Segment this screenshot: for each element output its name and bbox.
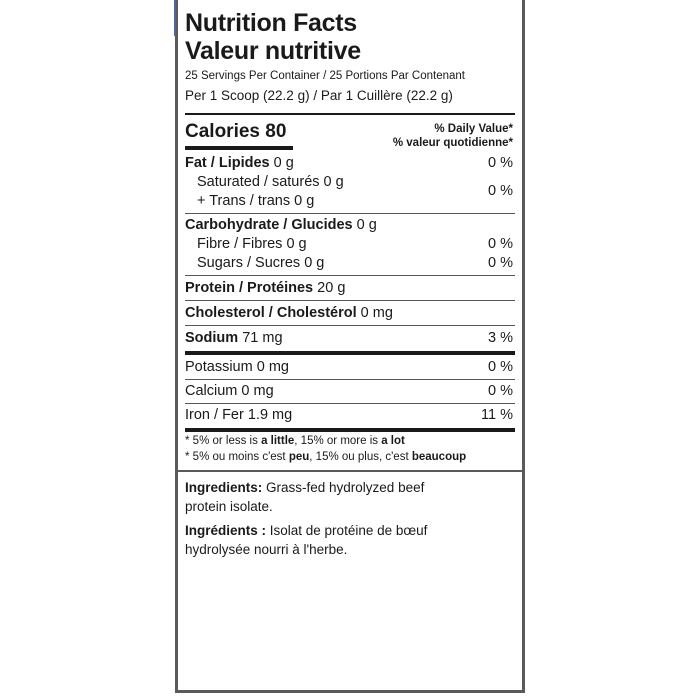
row-iron: Iron / Fer 1.9 mg 11 % [185, 407, 513, 423]
divider [185, 275, 515, 276]
divider [185, 213, 515, 214]
row-fibre: Fibre / Fibres 0 g [197, 236, 307, 252]
sugars-dv-row: 0 % [488, 255, 513, 271]
calories [185, 121, 286, 143]
serving-size: Per 1 Scoop (22.2 g) / Par 1 Cuillère (22.2 g) [185, 88, 453, 103]
title-en: Nutrition Facts [185, 9, 357, 37]
ingredients-fr: Ingrédients : Isolat de protéine de bœuf hydrolysée nourri à l'herbe. [185, 523, 428, 557]
thick-divider [185, 428, 515, 432]
divider [185, 379, 515, 380]
nutrition-facts-label [175, 0, 525, 693]
calories-value: 80 [265, 121, 287, 142]
divider [185, 300, 515, 301]
divider [185, 403, 515, 404]
row-carbohydrate: Carbohydrate / Glucides 0 g [185, 217, 377, 233]
divider [185, 113, 515, 115]
row-cholesterol: Cholesterol / Cholestérol 0 mg [185, 305, 393, 321]
calories-underline [185, 146, 293, 150]
footnote-fr: * 5% ou moins c'est peu, 15% ou plus, c'est beaucoup [185, 451, 467, 463]
calories-label: Calories [185, 121, 260, 142]
ingredients-en: Ingredients: Grass-fed hydrolyzed beef protein isolate. [185, 480, 425, 514]
thick-divider [185, 351, 515, 355]
servings-per-container: 25 Servings Per Container / 25 Portions Par Contenant [185, 70, 465, 82]
row-fat: Fat / Lipides 0 g 0 % [185, 155, 513, 171]
title-fr: Valeur nutritive [185, 37, 361, 65]
row-sodium: Sodium 71 mg 3 % [185, 330, 513, 346]
row-calcium: Calcium 0 mg 0 % [185, 383, 513, 399]
divider [185, 325, 515, 326]
row-protein: Protein / Protéines 20 g [185, 280, 346, 296]
section-divider [178, 470, 522, 472]
row-trans: + Trans / trans 0 g [197, 193, 315, 209]
fibre-dv-row: 0 % [488, 236, 513, 252]
daily-value-header: % Daily Value* % valeur quotidienne* [392, 123, 513, 149]
row-potassium: Potassium 0 mg 0 % [185, 359, 513, 375]
row-saturated: Saturated / saturés 0 g [197, 174, 344, 190]
sat-trans-dv-row: 0 % [488, 183, 513, 199]
row-sugars: Sugars / Sucres 0 g [197, 255, 325, 271]
footnote-en: * 5% or less is a little, 15% or more is a lot [185, 435, 405, 447]
